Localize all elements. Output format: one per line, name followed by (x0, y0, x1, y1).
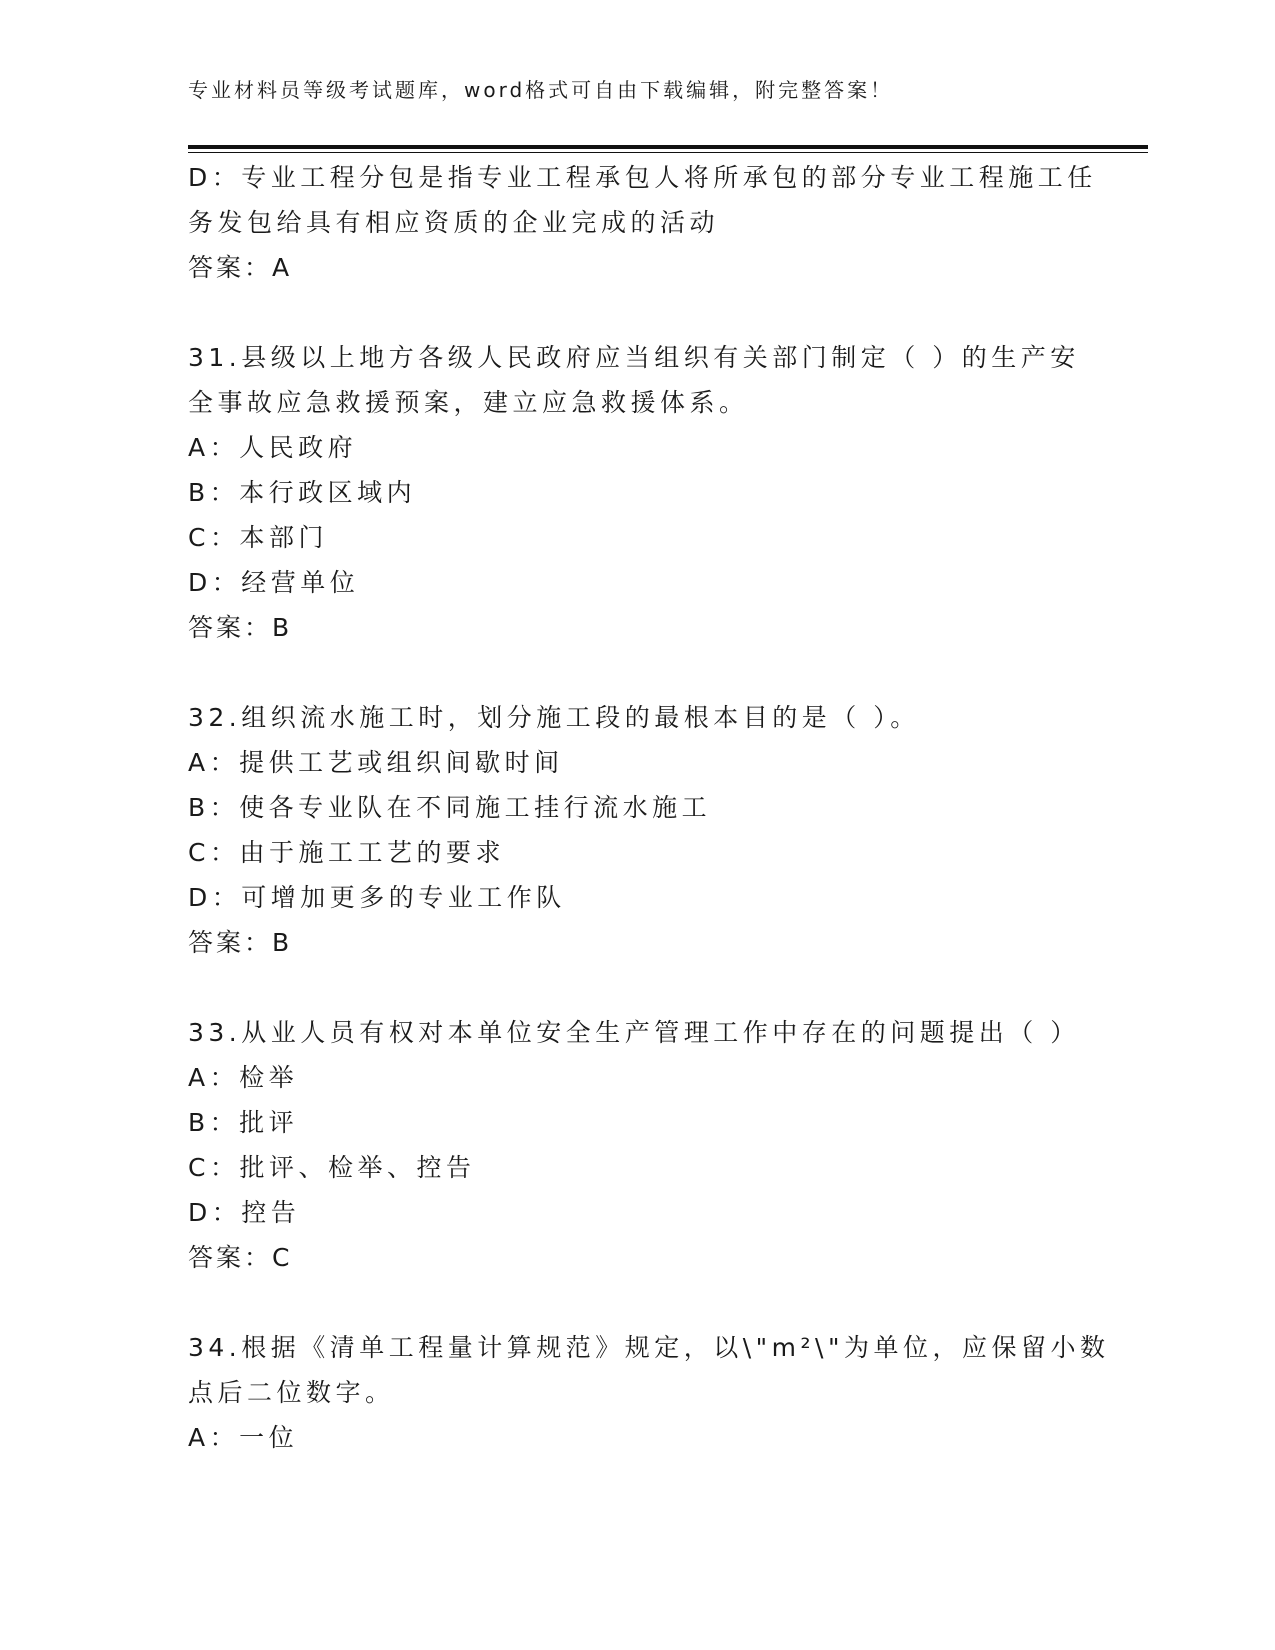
option-a: A：检举 (188, 1063, 299, 1092)
question-stem-continued: 全事故应急救援预案，建立应急救援体系。 (188, 388, 749, 417)
option-a: A：人民政府 (188, 433, 358, 462)
question-stem: 32.组织流水施工时，划分施工段的最根本目的是（ ）。 (188, 703, 920, 732)
spacer (188, 290, 1088, 335)
option-b: B：批评 (188, 1108, 299, 1137)
page-header-text: 专业材料员等级考试题库，word格式可自由下载编辑，附完整答案！ (188, 78, 894, 102)
question-32 (188, 695, 1088, 965)
option-d: D：专业工程分包是指专业工程承包人将所承包的部分专业工程施工任 (188, 163, 1097, 192)
question-stem: 31.县级以上地方各级人民政府应当组织有关部门制定（ ）的生产安 (188, 343, 1080, 372)
spacer (188, 1280, 1088, 1325)
option-c: C：本部门 (188, 523, 328, 552)
answer-line: 答案：B (188, 928, 293, 957)
prev-question-tail (188, 155, 1097, 290)
option-c: C：批评、检举、控告 (188, 1153, 476, 1182)
option-d: D：经营单位 (188, 568, 360, 597)
option-a: A：一位 (188, 1423, 299, 1452)
answer-line: 答案：B (188, 613, 293, 642)
option-b: B：使各专业队在不同施工挂行流水施工 (188, 793, 712, 822)
header-rule-thick (188, 145, 1148, 149)
header-rule-thin (188, 152, 1148, 153)
option-b: B：本行政区域内 (188, 478, 417, 507)
option-c: C：由于施工工艺的要求 (188, 838, 505, 867)
question-31 (188, 335, 1088, 650)
option-d-continued: 务发包给具有相应资质的企业完成的活动 (188, 208, 720, 237)
answer-line: 答案：C (188, 1243, 293, 1272)
option-d: D：控告 (188, 1198, 301, 1227)
question-stem: 33.从业人员有权对本单位安全生产管理工作中存在的问题提出（ ） (188, 1018, 1080, 1047)
question-stem: 34.根据《清单工程量计算规范》规定，以\"m²\"为单位，应保留小数 (188, 1333, 1110, 1362)
answer-line: 答案：A (188, 253, 293, 282)
question-34 (188, 1325, 1110, 1460)
option-a: A：提供工艺或组织间歇时间 (188, 748, 564, 777)
option-d: D：可增加更多的专业工作队 (188, 883, 566, 912)
spacer (188, 650, 1088, 695)
document-body (188, 155, 1110, 1460)
question-stem-continued: 点后二位数字。 (188, 1378, 395, 1407)
question-33 (188, 1010, 1088, 1280)
spacer (188, 965, 1088, 1010)
